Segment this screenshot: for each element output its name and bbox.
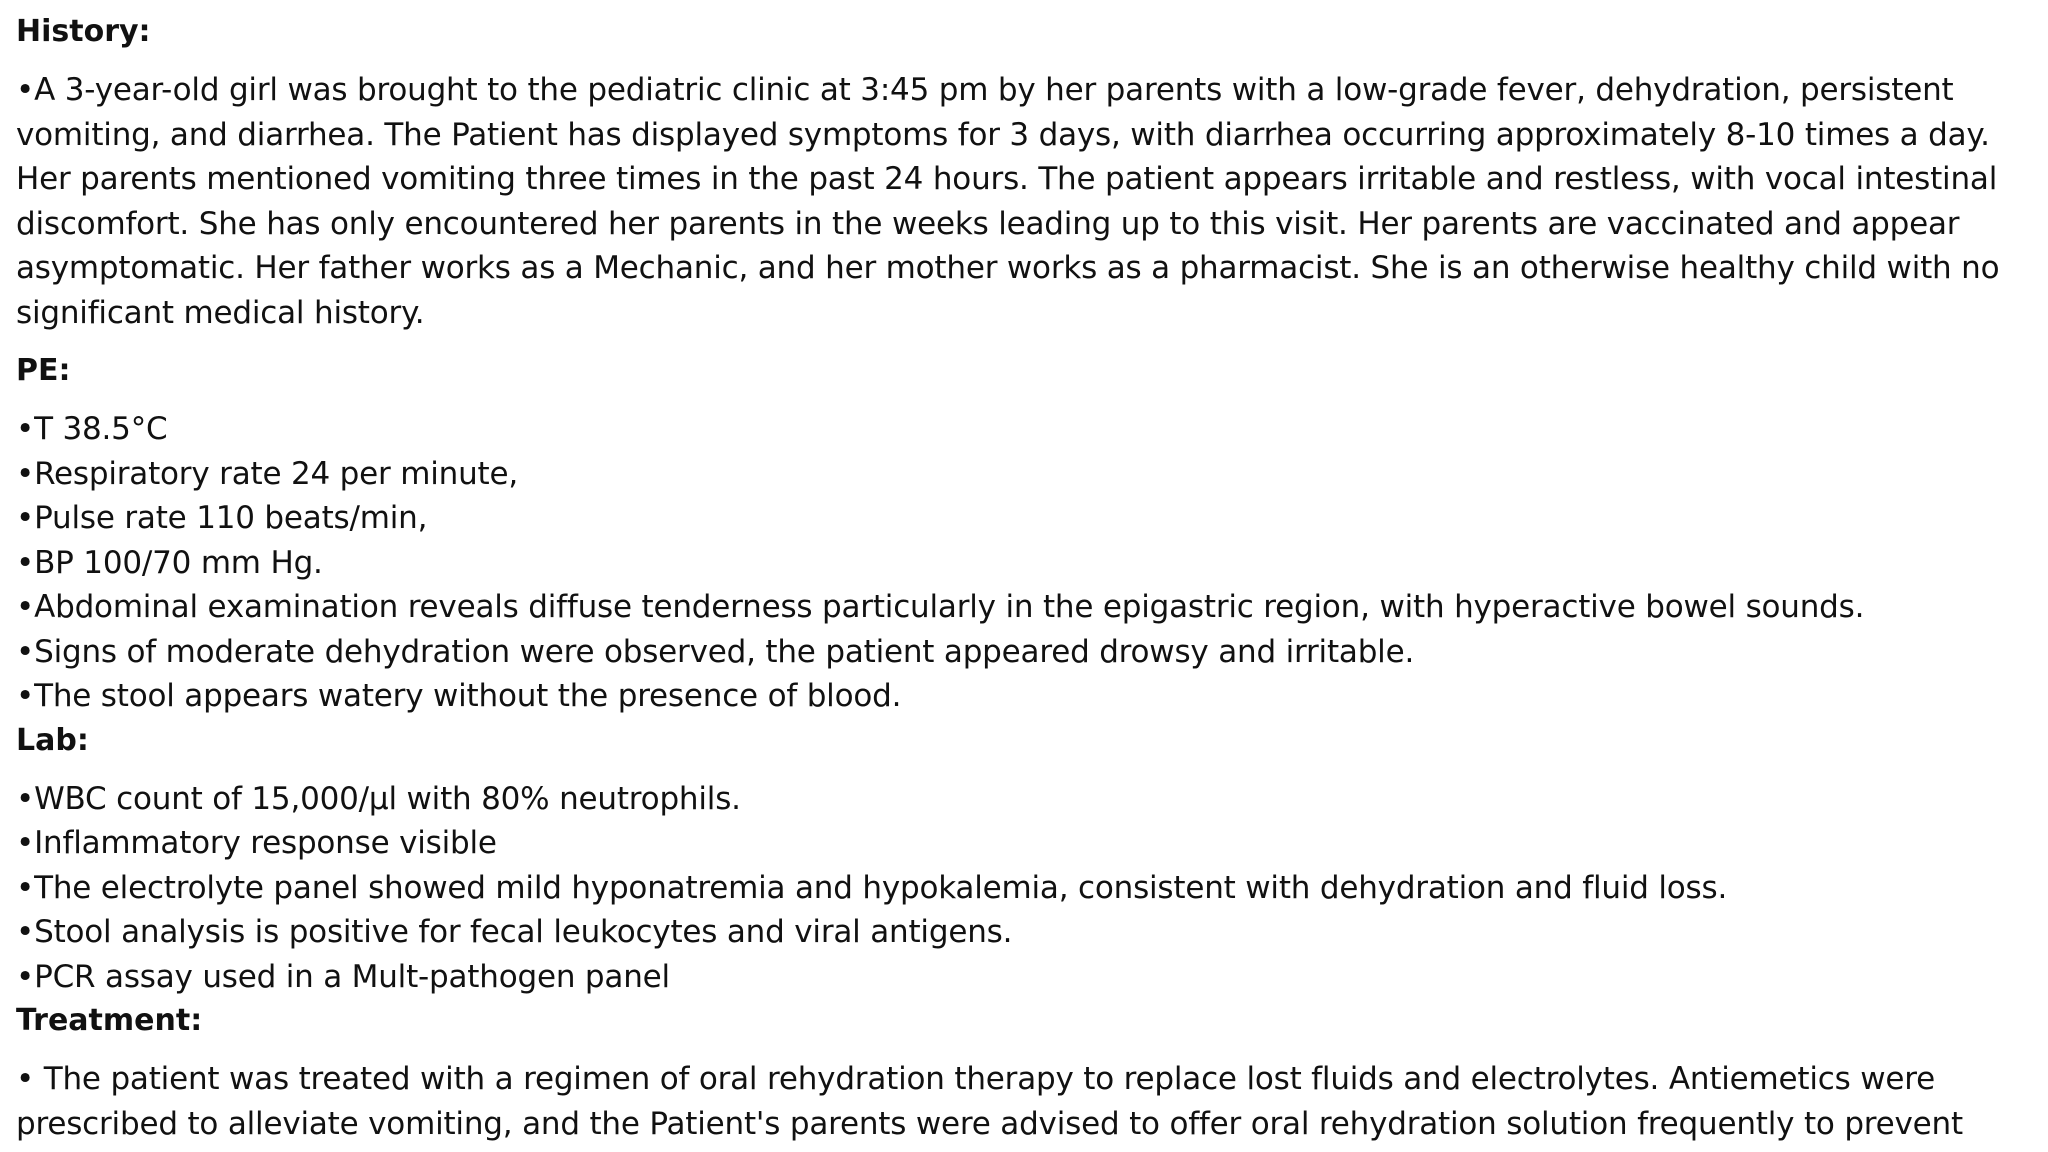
pe-item-respiratory-rate: •Respiratory rate 24 per minute, — [16, 455, 519, 492]
treatment-text: • The patient was treated with a regimen of oral rehydration therapy to replace lost fluids and electrolytes. Antiemetics were prescribed to alleviate vomiting, and the Patient's parents were advised to offer oral rehydration solution frequently to prevent — [16, 1061, 1963, 1142]
lab-item-pcr: •PCR assay used in a Mult-pathogen panel — [16, 958, 670, 995]
pe-item-pulse-rate: •Pulse rate 110 beats/min, — [16, 500, 428, 536]
pe-item-temperature: •T 38.5°C — [16, 411, 168, 447]
treatment-heading: Treatment: — [16, 1003, 203, 1038]
pe-item-stool-appearance: •The stool appears watery without the presence of blood. — [16, 678, 902, 714]
history-heading: History: — [16, 14, 151, 49]
lab-list — [16, 777, 2032, 1000]
lab-item-wbc: •WBC count of 15,000/μl with 80% neutrophils. — [16, 780, 741, 817]
lab-item-electrolytes: •The electrolyte panel showed mild hyponatremia and hypokalemia, consistent with dehydration and fluid loss. — [16, 869, 1728, 906]
pe-item-abdominal-exam: •Abdominal examination reveals diffuse tenderness particularly in the epigastric region, with hyperactive bowel sounds. — [16, 589, 1865, 625]
lab-item-inflammatory: •Inflammatory response visible — [16, 825, 497, 861]
pe-item-blood-pressure: •BP 100/70 mm Hg. — [16, 544, 323, 581]
lab-item-stool-analysis: •Stool analysis is positive for fecal leukocytes and viral antigens. — [16, 914, 1013, 950]
pe-item-dehydration-signs: •Signs of moderate dehydration were observed, the patient appeared drowsy and irritable. — [16, 633, 1415, 670]
history-text: •A 3-year-old girl was brought to the pediatric clinic at 3:45 pm by her parents with a low-grade fever, dehydration, persistent vomiting, and diarrhea. The Patient has displayed symptoms for 3 days, with diarrhea occurring approximately 8-10 times a day. Her parents mentioned vomiting three times in the past 24 hours. The patient appears irritable and restless, with vocal intestinal discomfort. She has only encountered her parents in the weeks leading up to this visit. Her parents are vaccinated and appear asymptomatic. Her father works as a Mechanic, and her mother works as a pharmacist. She is an otherwise healthy child with no significant medical history. — [16, 72, 2000, 331]
lab-heading: Lab: — [16, 722, 89, 758]
pe-heading: PE: — [16, 353, 71, 388]
pe-list — [16, 407, 2032, 719]
